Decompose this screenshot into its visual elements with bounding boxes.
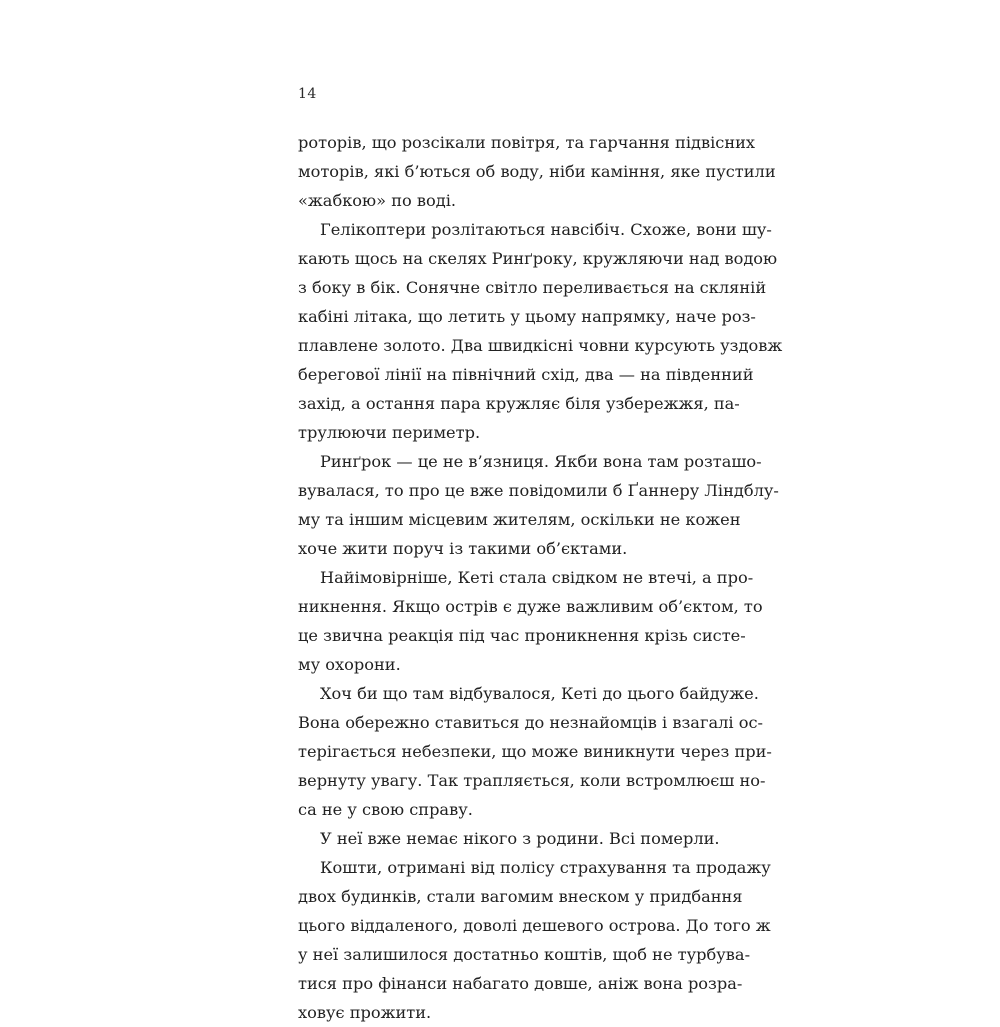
text-line: Найімовірніше, Кеті стала свідком не втечі, а про- xyxy=(320,568,754,587)
text-line: з боку в бік. Сонячне світло переливається на скляній xyxy=(298,278,767,297)
text-line: цього віддаленого, доволі дешевого острова. До того ж xyxy=(298,916,771,935)
text-line: тися про фінанси набагато довше, аніж вона розра- xyxy=(298,974,743,993)
text-line: терігається небезпеки, що може виникнути через при- xyxy=(298,742,772,761)
text-line: це звична реакція під час проникнення крізь систе- xyxy=(298,626,746,645)
text-line: му та іншим місцевим жителям, оскільки не кожен xyxy=(298,510,741,529)
page-number: 14 xyxy=(298,86,317,102)
text-line: Хоч би що там відбувалося, Кеті до цього байдуже. xyxy=(320,684,759,703)
text-line: вернуту увагу. Так трапляється, коли встромлюєш но- xyxy=(298,771,766,790)
text-line: са не у свою справу. xyxy=(298,800,473,819)
text-line: у неї залишилося достатньо коштів, щоб не турбува- xyxy=(298,945,751,964)
text-line: У неї вже немає нікого з родини. Всі померли. xyxy=(320,829,720,848)
text-line: захід, а остання пара кружляє біля узбережжя, па- xyxy=(298,394,740,413)
text-line: Вона обережно ставиться до незнайомців і взагалі ос- xyxy=(298,713,763,732)
text-line: «жабкою» по воді. xyxy=(298,191,457,210)
text-line: двох будинків, стали вагомим внеском у придбання xyxy=(298,887,743,906)
text-line: кабіні літака, що летить у цьому напрямку, наче роз- xyxy=(298,307,756,326)
text-line: плавлене золото. Два швидкісні човни курсують уздовж xyxy=(298,336,783,355)
body-text xyxy=(298,128,783,1027)
text-line: Кошти, отримані від полісу страхування та продажу xyxy=(320,858,771,877)
text-line: ховує прожити. xyxy=(298,1003,432,1022)
text-line: берегової лінії на північний схід, два — на південний xyxy=(298,365,754,384)
text-line: моторів, які б’ються об воду, ніби каміння, яке пустили xyxy=(298,162,776,181)
text-line: му охорони. xyxy=(298,655,401,674)
text-line: трулюючи периметр. xyxy=(298,423,481,442)
text-line: никнення. Якщо острів є дуже важливим об’єктом, то xyxy=(298,597,763,616)
text-line: вувалася, то про це вже повідомили б Ґаннеру Ліндблу- xyxy=(298,481,779,500)
text-line: хоче жити поруч із такими об’єктами. xyxy=(298,539,628,558)
text-line: кають щось на скелях Ринґроку, кружляючи над водою xyxy=(298,249,778,268)
text-line: роторів, що розсікали повітря, та гарчання підвісних xyxy=(298,133,756,152)
text-line: Гелікоптери розлітаються навсібіч. Схоже, вони шу- xyxy=(320,220,772,239)
text-line: Ринґрок — це не в’язниця. Якби вона там розташо- xyxy=(320,452,762,471)
